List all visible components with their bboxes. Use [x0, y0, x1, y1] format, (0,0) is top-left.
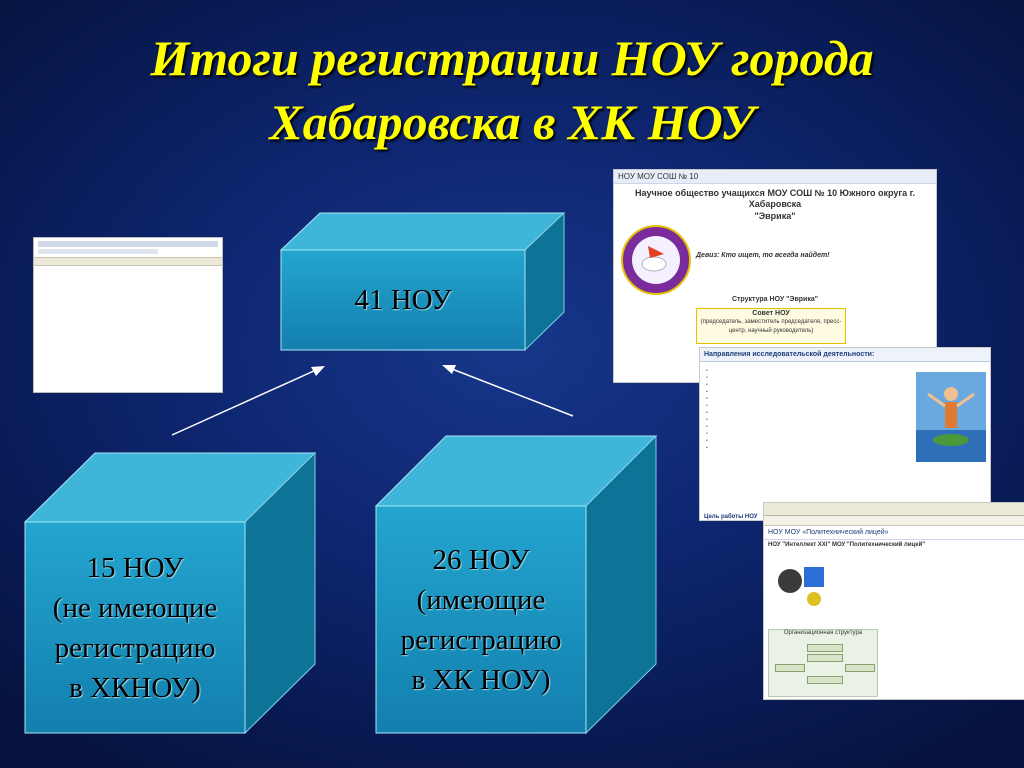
- org-structure-diagram: [768, 629, 878, 697]
- list-item: [706, 417, 911, 424]
- left-box-line-4: в ХКНОУ): [69, 672, 201, 704]
- lyceum-emblem: [770, 559, 830, 611]
- list-item: [706, 431, 911, 438]
- website-screenshot-3: [764, 503, 1024, 699]
- children-drawing-image: [916, 372, 986, 462]
- list-item: [706, 396, 911, 403]
- left-box-line-1: 15 НОУ: [86, 552, 184, 584]
- list-item: [706, 445, 911, 452]
- screenshot-2-header: Направления исследовательской деятельности:: [700, 348, 990, 362]
- title-line-1: Итоги регистрации НОУ города: [150, 30, 874, 86]
- list-item: [706, 382, 911, 389]
- screenshot-2-list: [706, 368, 911, 452]
- website-screenshot-2: [700, 348, 990, 520]
- list-item: [706, 403, 911, 410]
- right-box-line-1: 26 НОУ: [432, 544, 530, 576]
- org-node: [807, 644, 843, 652]
- screenshot-1-council: Совет НОУ (председатель, заместитель председателя, пресс-центр, научный руководитель): [696, 308, 846, 344]
- screenshot-3-subtitle: НОУ "Интеллект XXI" МОУ "Политехнический лицей": [768, 542, 926, 548]
- screenshot-1-header: НОУ МОУ СОШ № 10: [614, 170, 936, 184]
- right-box-line-2: (имеющие: [416, 584, 546, 616]
- screenshot-2-footer: Цель работы НОУ: [704, 514, 758, 520]
- screenshot-3-header: НОУ МОУ «Политехнический лицей»: [764, 526, 1024, 540]
- screenshot-1-name: "Эврика": [754, 211, 796, 221]
- right-box-label: [366, 540, 596, 700]
- mini-text-line: [38, 249, 158, 254]
- right-box-line-4: в ХК НОУ): [411, 664, 551, 696]
- mini-text-line: [38, 241, 218, 247]
- browser-toolbar: [764, 503, 1024, 516]
- screenshot-1-title: Научное общество учащихся МОУ СОШ № 10 Южного округа г. Хабаровска: [635, 188, 915, 209]
- browser-bookmarks-bar: [764, 516, 1024, 526]
- org-structure-title: Организационная структура: [783, 630, 863, 636]
- arrow-right: [442, 365, 573, 416]
- list-item: [706, 389, 911, 396]
- list-item: [706, 375, 911, 382]
- left-box-line-2: (не имеющие: [52, 592, 218, 624]
- org-node: [775, 664, 805, 672]
- left-box-label: [10, 548, 260, 708]
- org-node: [807, 654, 843, 662]
- top-box-label: 41 НОУ: [354, 284, 452, 316]
- mini-toolbar: [34, 257, 222, 266]
- left-box-line-3: регистрацию: [54, 632, 216, 664]
- org-node: [807, 676, 843, 684]
- list-item: [706, 410, 911, 417]
- list-item: [706, 438, 911, 445]
- society-emblem: [620, 224, 692, 296]
- screenshot-1-structure: Структура НОУ "Эврика": [731, 296, 819, 303]
- list-item: [706, 424, 911, 431]
- right-box-line-3: регистрацию: [400, 624, 562, 656]
- list-item: [706, 368, 911, 375]
- title-line-2: Хабаровска в ХК НОУ: [269, 94, 755, 150]
- screenshot-1-motto: Девиз: Кто ищет, то всегда найдет!: [696, 252, 830, 259]
- org-node: [845, 664, 875, 672]
- mini-editor-screenshot: [34, 238, 222, 392]
